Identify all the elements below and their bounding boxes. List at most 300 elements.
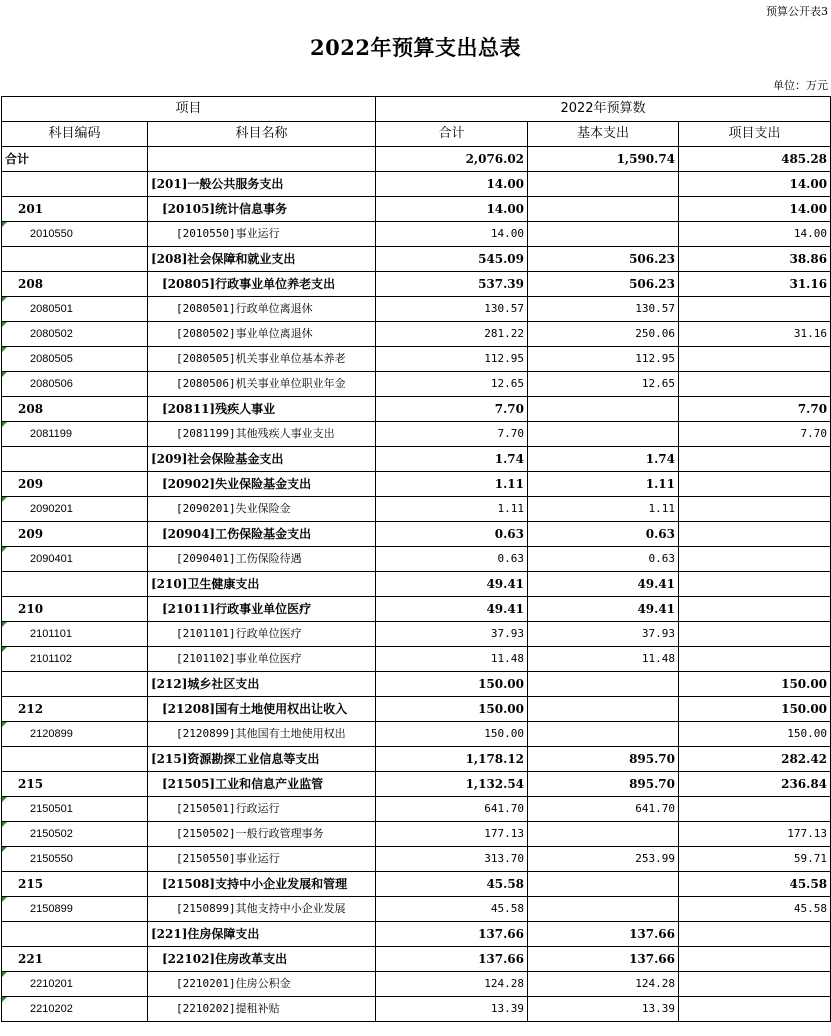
cell-project	[679, 622, 831, 647]
cell-project	[679, 247, 831, 272]
cell-basic	[528, 322, 679, 347]
cell-total-text: 177.13	[484, 827, 525, 840]
cell-basic-text: 895.70	[629, 752, 676, 766]
cell-basic	[528, 722, 679, 747]
cell-total-text: 130.57	[484, 302, 525, 315]
cell-total-text: 0.63	[497, 552, 525, 565]
cell-total	[376, 222, 528, 247]
cell-basic	[528, 272, 679, 297]
cell-code-text: 2210202	[30, 1003, 73, 1015]
cell-basic	[528, 947, 679, 972]
cell-name-text: [2150550]事业运行	[176, 852, 280, 865]
cell-basic	[528, 247, 679, 272]
cell-name-text: [20805]行政事业单位养老支出	[162, 277, 336, 291]
cell-code-text: 2150899	[30, 903, 73, 915]
cell-project-text: 177.13	[787, 827, 828, 840]
cell-code	[2, 997, 148, 1022]
cell-project	[679, 322, 831, 347]
cell-name-text: [2101101]行政单位医疗	[176, 627, 302, 640]
table-row	[2, 922, 831, 947]
cell-code-text: 209	[18, 477, 44, 491]
cell-code	[2, 972, 148, 997]
table-row	[2, 772, 831, 797]
cell-project	[679, 672, 831, 697]
cell-basic	[528, 497, 679, 522]
cell-basic	[528, 222, 679, 247]
cell-total	[376, 397, 528, 422]
cell-name	[148, 172, 376, 197]
cell-flag-icon	[2, 347, 7, 352]
cell-code	[2, 297, 148, 322]
cell-basic-text: 112.95	[635, 352, 676, 365]
cell-name	[148, 972, 376, 997]
cell-code	[2, 772, 148, 797]
cell-basic-text: 13.39	[641, 1002, 676, 1015]
cell-name	[148, 622, 376, 647]
header-item-group: 项目	[2, 97, 376, 122]
cell-total-text: 2,076.02	[465, 152, 525, 166]
cell-basic	[528, 872, 679, 897]
table-row	[2, 197, 831, 222]
cell-basic-text: 12.65	[641, 377, 676, 390]
cell-name	[148, 897, 376, 922]
cell-name	[148, 847, 376, 872]
cell-basic	[528, 447, 679, 472]
cell-project	[679, 772, 831, 797]
cell-code	[2, 272, 148, 297]
cell-code	[2, 897, 148, 922]
cell-total-text: 45.58	[490, 902, 525, 915]
cell-basic	[528, 472, 679, 497]
cell-code-text: 2080501	[30, 303, 73, 315]
cell-total-text: 12.65	[490, 377, 525, 390]
cell-project	[679, 572, 831, 597]
cell-name-text: [21208]国有土地使用权出让收入	[162, 702, 348, 716]
cell-project-text: 14.00	[789, 177, 828, 191]
cell-total	[376, 972, 528, 997]
header-basic: 基本支出	[528, 122, 679, 147]
cell-total	[376, 472, 528, 497]
table-row	[2, 622, 831, 647]
cell-name	[148, 197, 376, 222]
cell-basic	[528, 422, 679, 447]
cell-name	[148, 597, 376, 622]
cell-flag-icon	[2, 822, 7, 827]
table-row	[2, 397, 831, 422]
cell-total-text: 1.11	[494, 477, 525, 491]
cell-project	[679, 497, 831, 522]
cell-code-text: 2120899	[30, 728, 73, 740]
table-row	[2, 172, 831, 197]
cell-basic-text: 506.23	[629, 252, 676, 266]
cell-name	[148, 472, 376, 497]
cell-basic	[528, 147, 679, 172]
table-row	[2, 147, 831, 172]
cell-total	[376, 497, 528, 522]
cell-code-text: 221	[18, 952, 44, 966]
cell-basic-text: 250.06	[635, 327, 676, 340]
cell-total-text: 37.93	[490, 627, 525, 640]
cell-code-text: 2210201	[30, 978, 73, 990]
cell-code	[2, 922, 148, 947]
cell-code-text: 2090401	[30, 553, 73, 565]
cell-project	[679, 797, 831, 822]
table-row	[2, 672, 831, 697]
cell-project-text: 150.00	[781, 702, 828, 716]
cell-total-text: 124.28	[484, 977, 525, 990]
cell-total-text: 1,178.12	[465, 752, 525, 766]
cell-name-text: [21011]行政事业单位医疗	[162, 602, 312, 616]
cell-project	[679, 822, 831, 847]
cell-total	[376, 322, 528, 347]
cell-project-text: 31.16	[789, 277, 828, 291]
cell-project	[679, 647, 831, 672]
cell-code	[2, 422, 148, 447]
cell-total-text: 137.66	[478, 927, 525, 941]
cell-project	[679, 397, 831, 422]
table-row	[2, 572, 831, 597]
cell-name	[148, 397, 376, 422]
cell-project-text: 7.70	[800, 427, 828, 440]
cell-project-text: 31.16	[793, 327, 828, 340]
cell-code-text: 212	[18, 702, 44, 716]
cell-project-text: 59.71	[793, 852, 828, 865]
header-code: 科目编码	[2, 122, 148, 147]
cell-code-text: 2010550	[30, 228, 73, 240]
table-number-label: 预算公开表3	[766, 5, 828, 18]
cell-basic-text: 49.41	[637, 602, 676, 616]
cell-project	[679, 847, 831, 872]
cell-name	[148, 997, 376, 1022]
cell-basic	[528, 172, 679, 197]
cell-total	[376, 547, 528, 572]
cell-code	[2, 747, 148, 772]
cell-total-text: 137.66	[478, 952, 525, 966]
cell-flag-icon	[2, 422, 7, 427]
table-row	[2, 347, 831, 372]
cell-basic	[528, 997, 679, 1022]
cell-name-text: [2210202]提租补贴	[176, 1002, 280, 1015]
cell-name-text: [2090401]工伤保险待遇	[176, 552, 302, 565]
header-column-row	[2, 122, 831, 147]
cell-name	[148, 647, 376, 672]
cell-basic	[528, 897, 679, 922]
cell-flag-icon	[2, 297, 7, 302]
cell-total	[376, 772, 528, 797]
cell-flag-icon	[2, 497, 7, 502]
cell-project	[679, 747, 831, 772]
cell-name-text: [2150899]其他支持中小企业发展	[176, 902, 346, 915]
cell-basic	[528, 572, 679, 597]
cell-name	[148, 822, 376, 847]
cell-total	[376, 947, 528, 972]
cell-name-text: [20105]统计信息事务	[162, 202, 288, 216]
table-row	[2, 222, 831, 247]
cell-basic	[528, 847, 679, 872]
cell-flag-icon	[2, 897, 7, 902]
cell-name-text: [2210201]住房公积金	[176, 977, 291, 990]
cell-total	[376, 747, 528, 772]
table-row	[2, 447, 831, 472]
cell-total-text: 11.48	[490, 652, 525, 665]
cell-project	[679, 972, 831, 997]
cell-basic-text: 37.93	[641, 627, 676, 640]
cell-name	[148, 697, 376, 722]
cell-name	[148, 522, 376, 547]
cell-project	[679, 472, 831, 497]
cell-project	[679, 547, 831, 572]
cell-code-text: 2080506	[30, 378, 73, 390]
header-total: 合计	[376, 122, 528, 147]
cell-name-text: [20811]残疾人事业	[162, 402, 276, 416]
cell-code	[2, 322, 148, 347]
cell-code	[2, 647, 148, 672]
cell-name	[148, 947, 376, 972]
cell-code	[2, 872, 148, 897]
cell-code	[2, 147, 148, 172]
cell-project	[679, 347, 831, 372]
cell-project	[679, 372, 831, 397]
cell-name	[148, 322, 376, 347]
budget-table	[1, 96, 831, 1022]
cell-project	[679, 947, 831, 972]
table-row	[2, 972, 831, 997]
table-row	[2, 472, 831, 497]
cell-basic	[528, 372, 679, 397]
unit-label: 单位：万元	[773, 79, 828, 92]
cell-total	[376, 272, 528, 297]
cell-total-text: 14.00	[486, 202, 525, 216]
cell-code	[2, 672, 148, 697]
cell-name-text: [20904]工伤保险基金支出	[162, 527, 312, 541]
cell-code	[2, 372, 148, 397]
header-project: 项目支出	[679, 122, 831, 147]
cell-basic-text: 124.28	[635, 977, 676, 990]
cell-name	[148, 222, 376, 247]
cell-project	[679, 897, 831, 922]
cell-total-text: 45.58	[486, 877, 525, 891]
table-row	[2, 597, 831, 622]
cell-name	[148, 347, 376, 372]
cell-code-text: 2090201	[30, 503, 73, 515]
cell-project	[679, 197, 831, 222]
cell-code	[2, 247, 148, 272]
cell-basic	[528, 797, 679, 822]
cell-basic	[528, 197, 679, 222]
cell-total-text: 49.41	[486, 602, 525, 616]
cell-code-text: 201	[18, 202, 44, 216]
table-row	[2, 847, 831, 872]
cell-name-text: [2150502]一般行政管理事务	[176, 827, 324, 840]
cell-name	[148, 672, 376, 697]
table-row	[2, 522, 831, 547]
cell-total-text: 150.00	[478, 677, 525, 691]
cell-total	[376, 572, 528, 597]
cell-name	[148, 797, 376, 822]
cell-basic-text: 253.99	[635, 852, 676, 865]
cell-project	[679, 447, 831, 472]
cell-total-text: 112.95	[484, 352, 525, 365]
cell-basic-text: 1.11	[645, 477, 676, 491]
cell-basic	[528, 747, 679, 772]
cell-basic	[528, 822, 679, 847]
cell-project-text: 45.58	[793, 902, 828, 915]
cell-basic	[528, 972, 679, 997]
cell-project	[679, 272, 831, 297]
cell-total	[376, 722, 528, 747]
cell-total	[376, 447, 528, 472]
cell-code	[2, 447, 148, 472]
table-row	[2, 872, 831, 897]
cell-flag-icon	[2, 972, 7, 977]
cell-total-text: 7.70	[494, 402, 525, 416]
cell-project	[679, 997, 831, 1022]
cell-project	[679, 297, 831, 322]
cell-name	[148, 372, 376, 397]
header-budget-group: 2022年预算数	[376, 97, 831, 122]
cell-total	[376, 422, 528, 447]
cell-total-text: 281.22	[484, 327, 525, 340]
cell-basic	[528, 347, 679, 372]
cell-name	[148, 147, 376, 172]
table-row	[2, 947, 831, 972]
cell-basic-text: 0.63	[648, 552, 676, 565]
cell-total	[376, 822, 528, 847]
cell-code	[2, 622, 148, 647]
cell-project	[679, 697, 831, 722]
cell-name-text: [2090201]失业保险金	[176, 502, 291, 515]
cell-total	[376, 197, 528, 222]
cell-basic-text: 49.41	[637, 577, 676, 591]
table-row	[2, 997, 831, 1022]
table-row	[2, 797, 831, 822]
cell-name	[148, 447, 376, 472]
cell-project-text: 14.00	[789, 202, 828, 216]
cell-name-text: [2080501]行政单位离退休	[176, 302, 313, 315]
table-row	[2, 322, 831, 347]
cell-total	[376, 872, 528, 897]
cell-name-text: [2120899]其他国有土地使用权出	[176, 727, 346, 740]
cell-code-text: 209	[18, 527, 44, 541]
cell-name-text: [2010550]事业运行	[176, 227, 280, 240]
cell-code	[2, 197, 148, 222]
cell-code-text: 2101101	[30, 628, 73, 640]
cell-total-text: 0.63	[494, 527, 525, 541]
cell-total	[376, 897, 528, 922]
cell-total-text: 641.70	[484, 802, 525, 815]
cell-total-text: 49.41	[486, 577, 525, 591]
table-row	[2, 897, 831, 922]
cell-code	[2, 947, 148, 972]
cell-code	[2, 472, 148, 497]
cell-project	[679, 922, 831, 947]
cell-total-text: 150.00	[484, 727, 525, 740]
cell-total-text: 545.09	[478, 252, 525, 266]
cell-code	[2, 347, 148, 372]
cell-project-text: 485.28	[781, 152, 828, 166]
cell-name-text: [2150501]行政运行	[176, 802, 280, 815]
cell-basic	[528, 522, 679, 547]
cell-code	[2, 522, 148, 547]
cell-total	[376, 347, 528, 372]
cell-name	[148, 272, 376, 297]
cell-total-text: 150.00	[478, 702, 525, 716]
cell-code-text: 合计	[5, 152, 30, 166]
cell-project-text: 45.58	[789, 877, 828, 891]
cell-code-text: 2150550	[30, 853, 73, 865]
cell-total	[376, 922, 528, 947]
cell-name-text: [22102]住房改革支出	[162, 952, 288, 966]
cell-code-text: 2080502	[30, 328, 73, 340]
cell-basic-text: 641.70	[635, 802, 676, 815]
cell-flag-icon	[2, 722, 7, 727]
cell-basic	[528, 622, 679, 647]
cell-name-text: [21508]支持中小企业发展和管理	[162, 877, 348, 891]
cell-basic	[528, 597, 679, 622]
table-row	[2, 747, 831, 772]
cell-code-text: 210	[18, 602, 44, 616]
table-row	[2, 372, 831, 397]
cell-name-text: [21505]工业和信息产业监管	[162, 777, 324, 791]
cell-name-text: [215]资源勘探工业信息等支出	[151, 752, 320, 766]
cell-basic	[528, 672, 679, 697]
cell-code-text: 2150501	[30, 803, 73, 815]
cell-name-text: [2101102]事业单位医疗	[176, 652, 302, 665]
cell-name-text: [2081199]其他残疾人事业支出	[176, 427, 335, 440]
cell-total	[376, 247, 528, 272]
cell-code-text: 215	[18, 777, 44, 791]
page-title: 2022年预算支出总表	[310, 35, 521, 60]
cell-name	[148, 922, 376, 947]
cell-name-text: [201]一般公共服务支出	[151, 177, 284, 191]
cell-project-text: 150.00	[787, 727, 828, 740]
cell-name-text: [2080505]机关事业单位基本养老	[176, 352, 346, 365]
cell-total	[376, 372, 528, 397]
cell-total-text: 1.74	[494, 452, 525, 466]
cell-name-text: [209]社会保险基金支出	[151, 452, 284, 466]
cell-code	[2, 572, 148, 597]
cell-code	[2, 172, 148, 197]
cell-name-text: [221]住房保障支出	[151, 927, 260, 941]
cell-total	[376, 797, 528, 822]
cell-flag-icon	[2, 997, 7, 1002]
cell-flag-icon	[2, 222, 7, 227]
cell-total-text: 14.00	[490, 227, 525, 240]
cell-code-text: 2081199	[30, 428, 73, 440]
cell-flag-icon	[2, 797, 7, 802]
cell-code-text: 208	[18, 277, 44, 291]
table-row	[2, 722, 831, 747]
cell-basic	[528, 772, 679, 797]
cell-code-text: 215	[18, 877, 44, 891]
cell-code	[2, 397, 148, 422]
table-row	[2, 822, 831, 847]
cell-total	[376, 597, 528, 622]
cell-project-text: 14.00	[793, 227, 828, 240]
cell-name-text: [208]社会保障和就业支出	[151, 252, 296, 266]
cell-project-text: 7.70	[797, 402, 828, 416]
cell-project	[679, 172, 831, 197]
cell-code	[2, 722, 148, 747]
cell-code	[2, 222, 148, 247]
cell-total-text: 1.11	[497, 502, 525, 515]
cell-project	[679, 722, 831, 747]
cell-total	[376, 697, 528, 722]
cell-name-text: [212]城乡社区支出	[151, 677, 260, 691]
cell-basic	[528, 922, 679, 947]
cell-basic-text: 1,590.74	[616, 152, 676, 166]
cell-name	[148, 547, 376, 572]
